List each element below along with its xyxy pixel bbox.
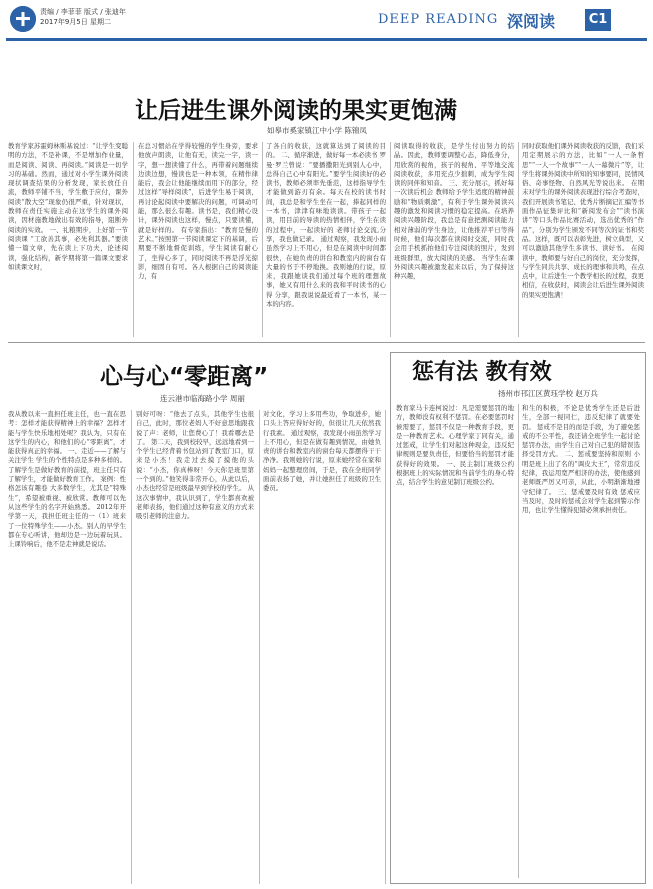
article2-byline: 连云港市临海路小学 周丽 — [160, 394, 245, 403]
column-divider — [518, 142, 519, 337]
article2-column-1: 我从教以来一直担任班主任，也一直在思考：怎样才能获得精神上的幸福？怎样才能与学生快乐地相处呢？我认为，只有在这学生的内心，和他们的心“零距离”，才能获得真正的幸福。 一、走近——了解与关注学生 学生的个性特点是多种多样的。了解学生是做好教育的前提，班主任只有了解学生，才能做好教育工作。 案例：性格怎该有趣卷 大多数学生，尤其是“特殊生”，希望被重视、被欣赏。教师可以先从这些学生的名字开始熟悉。 2012年开学第一天，我担任班主任的一（1）班来了一位特殊学生——小杰。别人的早学生都在专心听讲，他却边是一边玩着玩具。上课铃响后，他不是走神就是说话。 — [8, 410, 126, 549]
article1-column-5: 同时获取他们课外阅读收获的反馈，我们采用定期展示的方法，比如“一人一条哲思”“一人一个故事”“一人一幕微片”等，让学生将课外阅读中所知的知事要同，民情风俗、奇事怪物、自然风光等说出来。 在期末对学生的课外阅读表现进行综合考查时，我们开展读书笔记、优秀片断摘记汇编等书面作品征集评比和“新阅发布会”“读书演讲”等口头作品比赛活动，选出优秀的“作品”，分别为学生颁发不同等次的证书和奖品。这样，既可以表彰先进，树立典型，又可以激励其他学生多读书、读好书。 在阅读中，教师要与好自己的岗位，充分发挥，与学生同共共享、成长的理事和共鸣，在点点中，让后进生一个教学相长的过程，我更相信，在收获时，阅读会让后进生课外阅读的果实更饱满！ — [522, 142, 644, 299]
article3-column-2: 和生的积极，不论是优秀学生还是后进生，全部一视同仁，违反纪律了就要处罚。 惩戒不是目的而是手段，为了避免惩戒的不公平性，我还请全班学生一起讨论惩罚办法，由学生自己对自己犯的错误选择受罚方式。 二、惩戒要坚持和原则 小明是班上出了名的“调皮大王”，常常违反纪律，我运用宽严相济的办法，使他感到老师既严厉又可亲，从此，小明渐渐地遵守纪律了。 三、惩戒要及时有效 惩戒应当及时，及时的惩戒会对学生起到警示作用，也让学生懂得犯错必须承担责任。 — [522, 404, 640, 515]
column-divider — [131, 410, 132, 884]
article2-column-2: 别好可呀：“他去了点头，其他学生也很自己，此时，那位老妈人不好意思地跟我说了声：老师，让您费心了！我看哪去是了。 第二天，我到校较早，远远地看到一个学生已经背着书包站到了教室门口，原来是小杰！我走过去摸了摸他的头说：“小杰，你真棒呀！今天你是班里第一个到的。”他笑得非常开心，从此以后，小杰也经常是班级最早到学校的学生。 从这次事情中，我认识到了，学生都喜欢被老师表扬，他们通过这种有意义的方式来吸引老师的注意力。 — [136, 410, 254, 521]
article1-column-2: 在总习惯站在学得较慢的学生身旁，要求他放声朗读，让他有无，读完一字，读一字，想一想读懂了什么，再带着问题继续边读边想，慢读也是一种本领，在精作律能后，我会让他能继续而用下的部分，经过这样“导样阅读”，后进学生易于阅读，再讨论起阅读中要解决的问题，可调动可能，那么很么有趣。读书是，我们精心设计，课外阅读也这样，慢点，只要读懂，就是好样的。 有专家指出：“教育是慢的艺术。”按照第一节阅读课定下的基调，后期要不断地督促训练，学生阅读有耐心了，坐得心多了，同时阅读不再是浮光掠影，细固自有可。各人根据自己的阅读能力，有 — [138, 142, 258, 281]
section-title-en: DEEP READING — [378, 12, 499, 27]
article3-byline: 扬州市邗江区黄珏学校 赵万兵 — [498, 389, 598, 398]
column-divider — [518, 404, 519, 878]
editor-credits — [40, 7, 126, 27]
article1-title: 让后进生课外阅读的果实更饱满 — [135, 98, 457, 124]
column-divider — [390, 142, 391, 337]
column-divider — [133, 142, 134, 337]
newspaper-logo-icon — [10, 6, 36, 32]
section-separator — [8, 342, 645, 343]
date-line: 2017年9月5日 星期二 — [40, 18, 111, 26]
article1-column-3: 了各自的收获，这就算达到了阅读的目的。 二、循序渐进，做好每一本必读书 罗曼·罗兰曾说：“要播撒阳光到别人心中，总得自己心中有阳光。”要学生阅读好的必读书，教师必须率先垂范，这样指导学生才能做到游刃有余。每天在校的读书时间，我总是和学生坐在一起，捧起同样的一本书，津津有味地读读。带孩子一起读，用目前的导读的热情相伴，学生在读的过程中，一起读好的 老师讨论交流,分享，我也做记录。 通过观察，我发现小雨虽然学习上不用心，但是在阅读中时间都很快，在她负责的讲台和教室内的窗台有大量的书于不停地换。我则她的行说，原来，我跟她谈我们通过每个班的理想故事，她又有用什么来的我和平时读书的心得 分享，跟我说说最近看了一本书，某一本的内容。 — [266, 142, 386, 309]
article1-column-1: 教育学家苏霍姆林斯基说过：“让学生变聪明的方法，不是补课，不是增加作业量，而是阅读、阅读、再阅读。”阅读是一切学习的基础。然而，通过对小学生课外阅读现状调查结果的分析发现，家长放任自流，教师平铺不当，学生敷于应付，课外阅读“散大空”现象仍很严重，针对现状，教师在责任实施主动在这学生的课外阅读，因材施教地做出有效的指导，阻断外阅读的实效。 一、礼粮期步，上好第一节阅读课 “工欲善其事，必先利其器。”要读懂一篇文章，先在读上下功夫，论述阅读，强化结构，新学期将第一篇课文要求如读课文时， — [8, 142, 128, 271]
article2-title: 心与心“零距离” — [100, 364, 269, 390]
article2-column-3: 对文化，学习上多用些功，争取进步，她口头上答应得好好的，但很让几天依然我行我素。 通过观察，我发现小雨虽然学习上不用心，但是在做有趣到情况，由她负责的讲台和教室内的窗台每天都摆得干干净净。我则她的行说，原来她经常在家和妈妈一起整理房间，于是，我在全班同学面前表扬了她，并让她担任了班级的卫生委员。 — [263, 410, 381, 493]
column-divider — [259, 410, 260, 884]
article1-column-4: 阅读取得的收获，是学生付出努力的结晶。因此，教师要调整心态，降低身分，用欣赏的视角，孩子的视角、平等地交流阅读收获，多用充点少拙刺，成为学生阅读的同伴和知音。 三、充分展示，抓好每一次读后机会 教师给予学生适度的精神鼓励和“物质刺激”，有利于学生课外阅读兴趣的激发和阅读习惯的稳定提高。在培养阅读兴趣阶段，我总是有意把测阅读能力相对薄弱的学生身边，让他推荐平日等得时候，他们每次都在读阅时交流，同时我会用手机抓拍他们专注阅读的照片，发到班级群里，放大阅读的美感。 当学生在课外阅读兴趣被激发起来以后，为了保持这种兴趣， — [394, 142, 514, 281]
column-divider — [262, 142, 263, 337]
editor-line: 责编 / 李菲菲 版式 / 张迪年 — [40, 8, 126, 16]
column-divider — [385, 410, 386, 884]
page-code-badge: C1 — [585, 9, 611, 31]
section-title-cn: 深阅读 — [507, 12, 556, 31]
article3-column-1: 教育家马卡连柯说过：凡是需要惩罚的地方，教师没有权利不惩罚。在必要惩罚时候需要了，惩罚不仅是一种教育手段，更是一种教育艺术。心理学家丁同有关，通过惩戒，让学生们对起这种现金，违反纪律规则是要负责任，但要恰当的惩罚才能获得好的效果。 一、民主制订班级公约 根据班上的实际情况和当前学生的身心特点，结合学生的意见制订班级公约。 — [396, 404, 514, 487]
article1-byline: 如皋市奚家镇江中小学 陈锦凤 — [267, 126, 367, 135]
article3-title: 惩有法 教有效 — [412, 360, 552, 385]
masthead-rule — [6, 38, 647, 41]
